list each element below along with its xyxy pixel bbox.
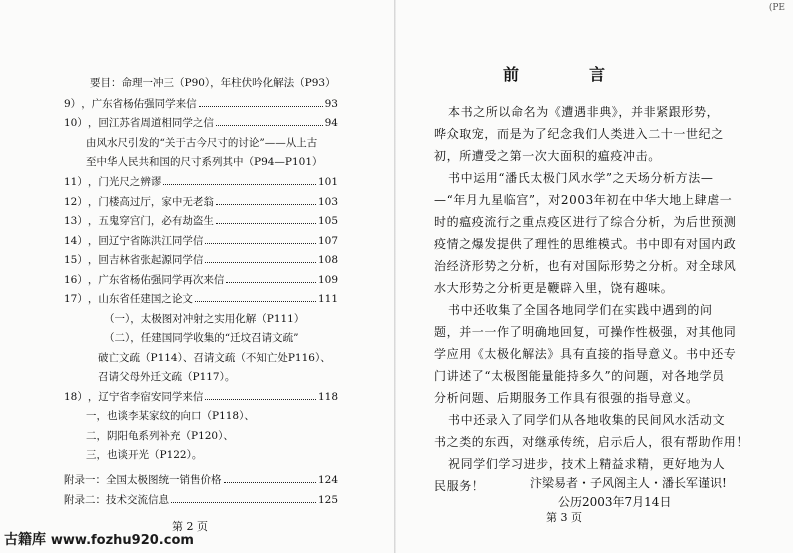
toc-entry: 15） ，回吉林省张起源同学信 108 (64, 254, 338, 266)
preface-line: 疫情之爆发提供了理性的思维模式。书中即有对国内政 (434, 237, 737, 251)
toc-entry: 附录二 ：技术交流信息 125 (64, 494, 338, 506)
preface-line: 民服务！ (434, 479, 485, 493)
preface-date: 公历2003年7月14日 (558, 495, 672, 509)
preface-line: —“年月九星临宫”，对2003年初在中华大地上肆虐一 (434, 193, 733, 207)
toc-entry: 12） ，门楼高过厅，家中无老翁 103 (64, 196, 338, 208)
toc-entry: 14） ，回辽宁省陈洪江同学信 107 (64, 235, 338, 247)
right-page-number: 第 3 页 (546, 511, 582, 524)
preface-line: 时的瘟疫流行之重点疫区进行了综合分析，为后世预测 (434, 215, 737, 229)
preface-line: 学应用《太极化解法》具有直接的指导意义。书中还专 (434, 347, 737, 361)
site-watermark (4, 529, 194, 549)
toc-entry: 17） ，山东省任建国之论文 111 (64, 293, 338, 305)
toc-entry: 11） ，门光尺之辨谬 101 (64, 176, 338, 188)
toc-subtext: 三，也谈开光（P122）。 (86, 449, 203, 461)
preface-line: 水大形势之分析更是鞭辟入里，饶有趣味。 (434, 281, 674, 295)
preface-line: 祝同学们学习进步，技术上精益求精，更好地为人 (448, 457, 726, 471)
preface-line: 书中还录入了同学们从各地收集的民间风水活动文 (448, 413, 726, 427)
left-page (0, 0, 392, 553)
watermark-site-name: 古籍库 (4, 532, 46, 548)
toc-subtext: 召请父母外迁文疏（P117）。 (98, 371, 236, 383)
corner-mark: (PE (768, 3, 785, 13)
preface-line: 分析问题、后期服务工作具有很强的指导意义。 (434, 391, 699, 405)
toc-subtext: 一，也谈李某家纹的向口（P118）、 (86, 410, 255, 422)
author-signature: 汴梁易者・子风阁主人・潘长军谨识! (530, 476, 727, 490)
preface-line: 书之类的东西，对继承传统，启示后人，很有帮助作用！ (434, 435, 750, 449)
preface-line: 题，并一一作了明确地回复，可操作性极强，对其他同 (434, 325, 737, 339)
preface-line: 哗众取宠，而是为了纪念我们人类进入二十一世纪之 (434, 127, 724, 141)
watermark-url: www.fozhu920.com (50, 533, 194, 548)
toc-subtext: 破亡文疏（P114）、召请文疏（不知亡处P116）、 (98, 352, 331, 364)
preface-line: 本书之所以命名为《遭遇非典》，并非紧跟形势， (448, 105, 720, 119)
toc-subtext: （一），太极图对冲射之实用化解（P111） (104, 313, 305, 325)
preface-line: 门讲述了“太极图能量能持多久”的问题，对各地学员 (434, 369, 725, 383)
page-title: 前言 (503, 65, 676, 84)
toc-heading: 要目：命理一冲三（P90），年柱伏吟化解法（P93） (90, 77, 336, 89)
toc-entry: 附录一 ：全国太极图统一销售价格 124 (64, 474, 338, 486)
right-page (398, 0, 793, 553)
toc-entry: 16） ，广东省杨佑强同学再次来信 109 (64, 274, 338, 286)
toc-subtext: 二，阴阳龟系列补充（P120）、 (86, 430, 234, 442)
toc-entry: 13） ，五鬼穿宫门，必有劫盗生 105 (64, 215, 338, 227)
toc-subtext: 由风水尺引发的“关于古今尺寸的讨论”——从上古 (86, 137, 318, 149)
book-spine (394, 0, 396, 553)
left-page-number: 第 2 页 (172, 520, 208, 533)
preface-line: 初，所遭受之第一次大面积的瘟疫冲击。 (434, 149, 661, 163)
preface-line: 书中还收集了全国各地同学们在实践中遇到的问 (448, 303, 713, 317)
toc-entry: 10） ，回江苏省周道相同学之信 94 (64, 117, 338, 129)
toc-subtext: （二），任建国同学收集的“迁坟召请文疏” (104, 332, 299, 344)
preface-line: 书中运用“潘氏太极门风水学”之天场分析方法— (448, 171, 714, 185)
toc-subtext: 至中华人民共和国的尺寸系列其中（P94—P101） (86, 156, 323, 168)
toc-entry: 9） ，广东省杨佑强同学来信 93 (64, 98, 338, 110)
preface-line: 治经济形势之分析，也有对国际形势之分析。对全球风 (434, 259, 737, 273)
toc-entry: 18） ，辽宁省李宿安同学来信 118 (64, 391, 338, 403)
